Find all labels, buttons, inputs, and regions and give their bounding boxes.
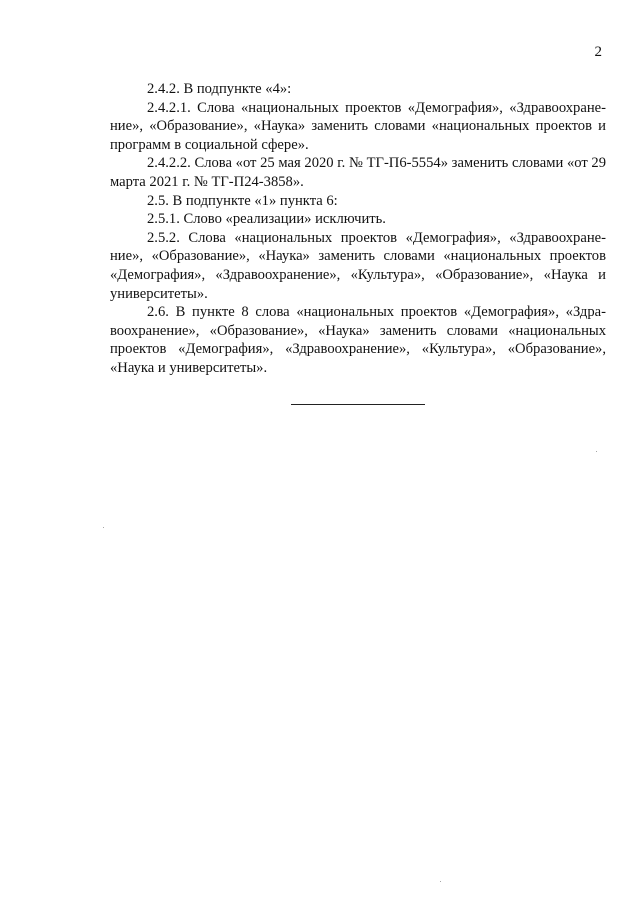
paragraph-2-4-2-2: 2.4.2.2. Слова «от 25 мая 2020 г. № ТГ-П6-5554» заменить словами «от 29 марта 2021 г. № ТГ-П24-3858». <box>110 155 606 190</box>
scan-speck <box>103 527 104 528</box>
paragraph-2-5: 2.5. В подпункте «1» пункта 6: <box>147 192 338 209</box>
scan-speck <box>440 881 441 882</box>
scan-speck <box>596 451 597 452</box>
page-number: 2 <box>594 44 602 60</box>
paragraph-2-5-2: 2.5.2. Слова «национальных проектов «Демография», «Здравоохранение», «Образование», «Наука» заменить словами «национальных проектов «Демография», «Здравоохранение», «Культура», «Образование», «Наука и университеты». <box>110 229 606 302</box>
paragraph-2-6: 2.6. В пункте 8 слова «национальных проектов «Демография», «Здравоохранение», «Образование», «Наука» заменить словами «национальных проектов «Демография», «Здравоохранение», «Культура», «Образование», «Наука и университеты». <box>110 304 606 376</box>
end-divider-line <box>291 404 425 405</box>
paragraph-2-5-1: 2.5.1. Слово «реализации» исключить. <box>147 211 386 228</box>
paragraph-2-4-2: 2.4.2. В подпункте «4»: <box>147 81 292 97</box>
document-body <box>110 80 606 378</box>
paragraph-2-4-2-1: 2.4.2.1. Слова «национальных проектов «Демография», «Здравоохранение», «Образование», «Наука» заменить словами «национальных проектов и программ в социальной сфере». <box>110 99 606 153</box>
